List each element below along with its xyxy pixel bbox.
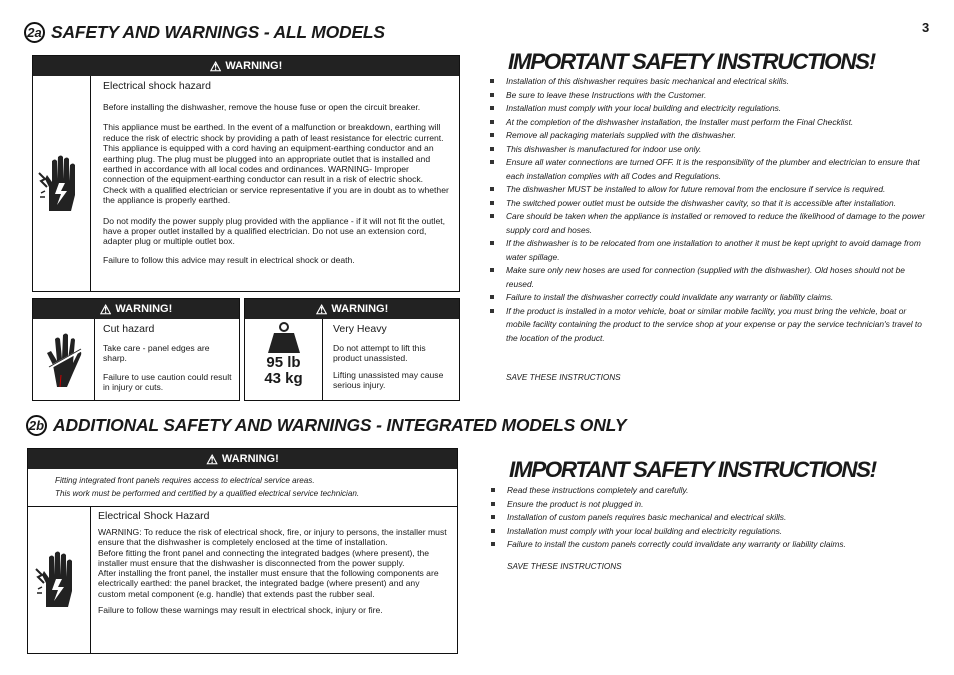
save-instructions-2b: SAVE THESE INSTRUCTIONS bbox=[507, 562, 622, 571]
very-heavy-warning-box bbox=[244, 298, 460, 401]
warning-triangle-icon: ⚠ bbox=[206, 451, 218, 467]
warning-header bbox=[28, 449, 457, 469]
warning-triangle-icon: ⚠ bbox=[99, 301, 112, 317]
integrated-shock-heading: Electrical Shock Hazard bbox=[98, 510, 210, 522]
important-safety-title-2b: IMPORTANT SAFETY INSTRUCTIONS! bbox=[509, 457, 876, 482]
instruction-item: Installation of this dishwasher requires basic mechanical and electrical skills. bbox=[486, 75, 930, 89]
weight-kg: 43 kg bbox=[264, 370, 303, 387]
section-2a-title: SAFETY AND WARNINGS - ALL MODELS bbox=[51, 22, 385, 42]
section-2b-header bbox=[26, 415, 626, 436]
warning-header bbox=[33, 56, 459, 76]
electrical-paragraph: Do not modify the power supply plug provided with the appliance - if it will not fit the outlet, have a proper outlet installed by a qualified electrician. Do not use an extension cord, adapter plug or multiple outlet box. bbox=[103, 215, 446, 247]
instruction-item: Ensure all water connections are turned OFF. It is the responsibility of the plumber and electrician to ensure that each installation complies with all Codes and Regulations. bbox=[486, 156, 930, 183]
warning-header bbox=[33, 299, 239, 319]
save-instructions-2a: SAVE THESE INSTRUCTIONS bbox=[506, 373, 621, 382]
warning-triangle-icon: ⚠ bbox=[315, 301, 328, 317]
cut-paragraph: Failure to use caution could result in injury or cuts. bbox=[103, 372, 232, 392]
integrated-paragraph: After installing the front panel, the installer must ensure that the following components are electrically earthed: the panel bracket, the integrated badge (where present) and any custom metal component (e.g. handle) that extends past the rubber seal. bbox=[98, 568, 439, 599]
instruction-item: If the dishwasher is to be relocated from one installation to another it must be kept upright to avoid damage from water spillage. bbox=[486, 237, 930, 264]
instruction-item: Installation must comply with your local building and electricity regulations. bbox=[486, 102, 930, 116]
very-heavy-content bbox=[323, 319, 459, 400]
section-2a-header bbox=[24, 22, 385, 43]
electrical-shock-heading: Electrical shock hazard bbox=[103, 80, 211, 92]
instruction-item: The dishwasher MUST be installed to allow for future removal from the enclosure if service is required. bbox=[486, 183, 930, 197]
integrated-intro bbox=[28, 469, 457, 507]
instruction-item: The switched power outlet must be outside the dishwasher cavity, so that it is accessible after installation. bbox=[486, 197, 930, 211]
instruction-item: Installation must comply with your local building and electricity regulations. bbox=[487, 525, 931, 539]
electric-shock-hand-icon bbox=[37, 149, 87, 219]
electrical-shock-warning-box bbox=[32, 55, 460, 292]
cut-hazard-content bbox=[95, 319, 239, 400]
important-safety-title-2a: IMPORTANT SAFETY INSTRUCTIONS! bbox=[508, 49, 875, 74]
electrical-paragraph: This appliance must be earthed. In the event of a malfunction or breakdown, earthing will reduce the risk of electric shock by providing a path of least resistance for electric current. This appliance is equipped with a cord having an equipment-earthing conductor and an earthing plug. The plug must be plugged into an appropriate outlet that is installed and earthed in accordance with all local codes and ordinances. WARNING- Improper connection of the equipment-earthing conductor can result in a risk of electric shock. Check with a qualified electrician or service representative if you are in doubt as to whether the appliance is properly earthed. bbox=[103, 122, 449, 206]
section-2a-badge: 2a bbox=[24, 22, 45, 43]
heavy-weight-icon-cell bbox=[245, 319, 323, 400]
section-2b-badge: 2b bbox=[26, 415, 47, 436]
electrical-shock-icon-cell bbox=[33, 76, 91, 291]
integrated-intro-line: This work must be performed and certified by a qualified electrical service technician. bbox=[55, 488, 360, 498]
integrated-intro-line: Fitting integrated front panels requires access to electrical service areas. bbox=[55, 476, 315, 485]
warning-label: WARNING! bbox=[331, 303, 389, 315]
cut-hand-icon bbox=[43, 329, 85, 391]
warning-label: WARNING! bbox=[225, 60, 283, 72]
integrated-shock-content bbox=[91, 507, 457, 653]
cut-hazard-warning-box bbox=[32, 298, 240, 401]
instruction-item: Ensure the product is not plugged in. bbox=[487, 498, 931, 512]
heavy-paragraph: Lifting unassisted may cause serious injury. bbox=[333, 370, 444, 390]
electrical-paragraph: Before installing the dishwasher, remove the house fuse or open the circuit breaker. bbox=[103, 102, 421, 112]
warning-header bbox=[245, 299, 459, 319]
instruction-item: If the product is installed in a motor vehicle, boat or similar mobile facility, you must bring the vehicle, boat or mobile facility containing the product to the service shop at your expense or pay the service technician's travel to the location of the product. bbox=[486, 305, 930, 346]
safety-instructions-list-2b bbox=[487, 484, 931, 552]
page-number: 3 bbox=[922, 20, 930, 35]
instruction-item: At the completion of the dishwasher installation, the Installer must perform the Final Checklist. bbox=[486, 116, 930, 130]
instruction-item: Be sure to leave these Instructions with the Customer. bbox=[486, 89, 930, 103]
integrated-paragraph: Failure to follow these warnings may result in electrical shock, injury or fire. bbox=[98, 605, 383, 616]
electrical-shock-icon-cell bbox=[28, 507, 91, 653]
integrated-warning-box bbox=[27, 448, 458, 654]
instruction-item: Make sure only new hoses are used for connection (supplied with the dishwasher). Old hoses should not be reused. bbox=[486, 264, 930, 291]
electrical-shock-content bbox=[91, 76, 459, 291]
warning-label: WARNING! bbox=[221, 453, 279, 465]
cut-hazard-heading: Cut hazard bbox=[103, 323, 155, 335]
integrated-paragraph: Before fitting the front panel and connecting the integrated badges (where present), the installer must ensure that the dishwasher is disconnected from the power supply. bbox=[98, 547, 430, 568]
electrical-paragraph: Failure to follow this advice may result in electrical shock or death. bbox=[103, 254, 355, 265]
very-heavy-heading: Very Heavy bbox=[333, 323, 387, 335]
heavy-paragraph: Do not attempt to lift this product unassisted. bbox=[333, 343, 426, 363]
warning-triangle-icon: ⚠ bbox=[209, 58, 222, 74]
weight-icon bbox=[266, 321, 302, 355]
weight-lb: 95 lb bbox=[266, 354, 301, 371]
instruction-item: Remove all packaging materials supplied with the dishwasher. bbox=[486, 129, 930, 143]
electric-shock-hand-icon bbox=[34, 545, 84, 615]
cut-hazard-icon-cell bbox=[33, 319, 95, 400]
instruction-item: Failure to install the custom panels correctly could invalidate any warranty or liability claims. bbox=[487, 538, 931, 552]
instruction-item: Failure to install the dishwasher correctly could invalidate any warranty or liability claims. bbox=[486, 291, 930, 305]
instruction-item: Read these instructions completely and carefully. bbox=[487, 484, 931, 498]
warning-label: WARNING! bbox=[115, 303, 173, 315]
instruction-item: Installation of custom panels requires basic mechanical and electrical skills. bbox=[487, 511, 931, 525]
instruction-item: This dishwasher is manufactured for indoor use only. bbox=[486, 143, 930, 157]
integrated-paragraph: WARNING: To reduce the risk of electrical shock, fire, or injury to persons, the installer must ensure that the dishwasher is completely enclosed at the time of installation. bbox=[98, 527, 447, 548]
safety-instructions-list-2a bbox=[486, 75, 930, 345]
section-2b-title: ADDITIONAL SAFETY AND WARNINGS - INTEGRATED MODELS ONLY bbox=[53, 415, 627, 435]
instruction-item: Care should be taken when the appliance is installed or removed to reduce the likelihood of damage to the power supply cord and hoses. bbox=[486, 210, 930, 237]
cut-paragraph: Take care - panel edges are sharp. bbox=[103, 343, 210, 363]
